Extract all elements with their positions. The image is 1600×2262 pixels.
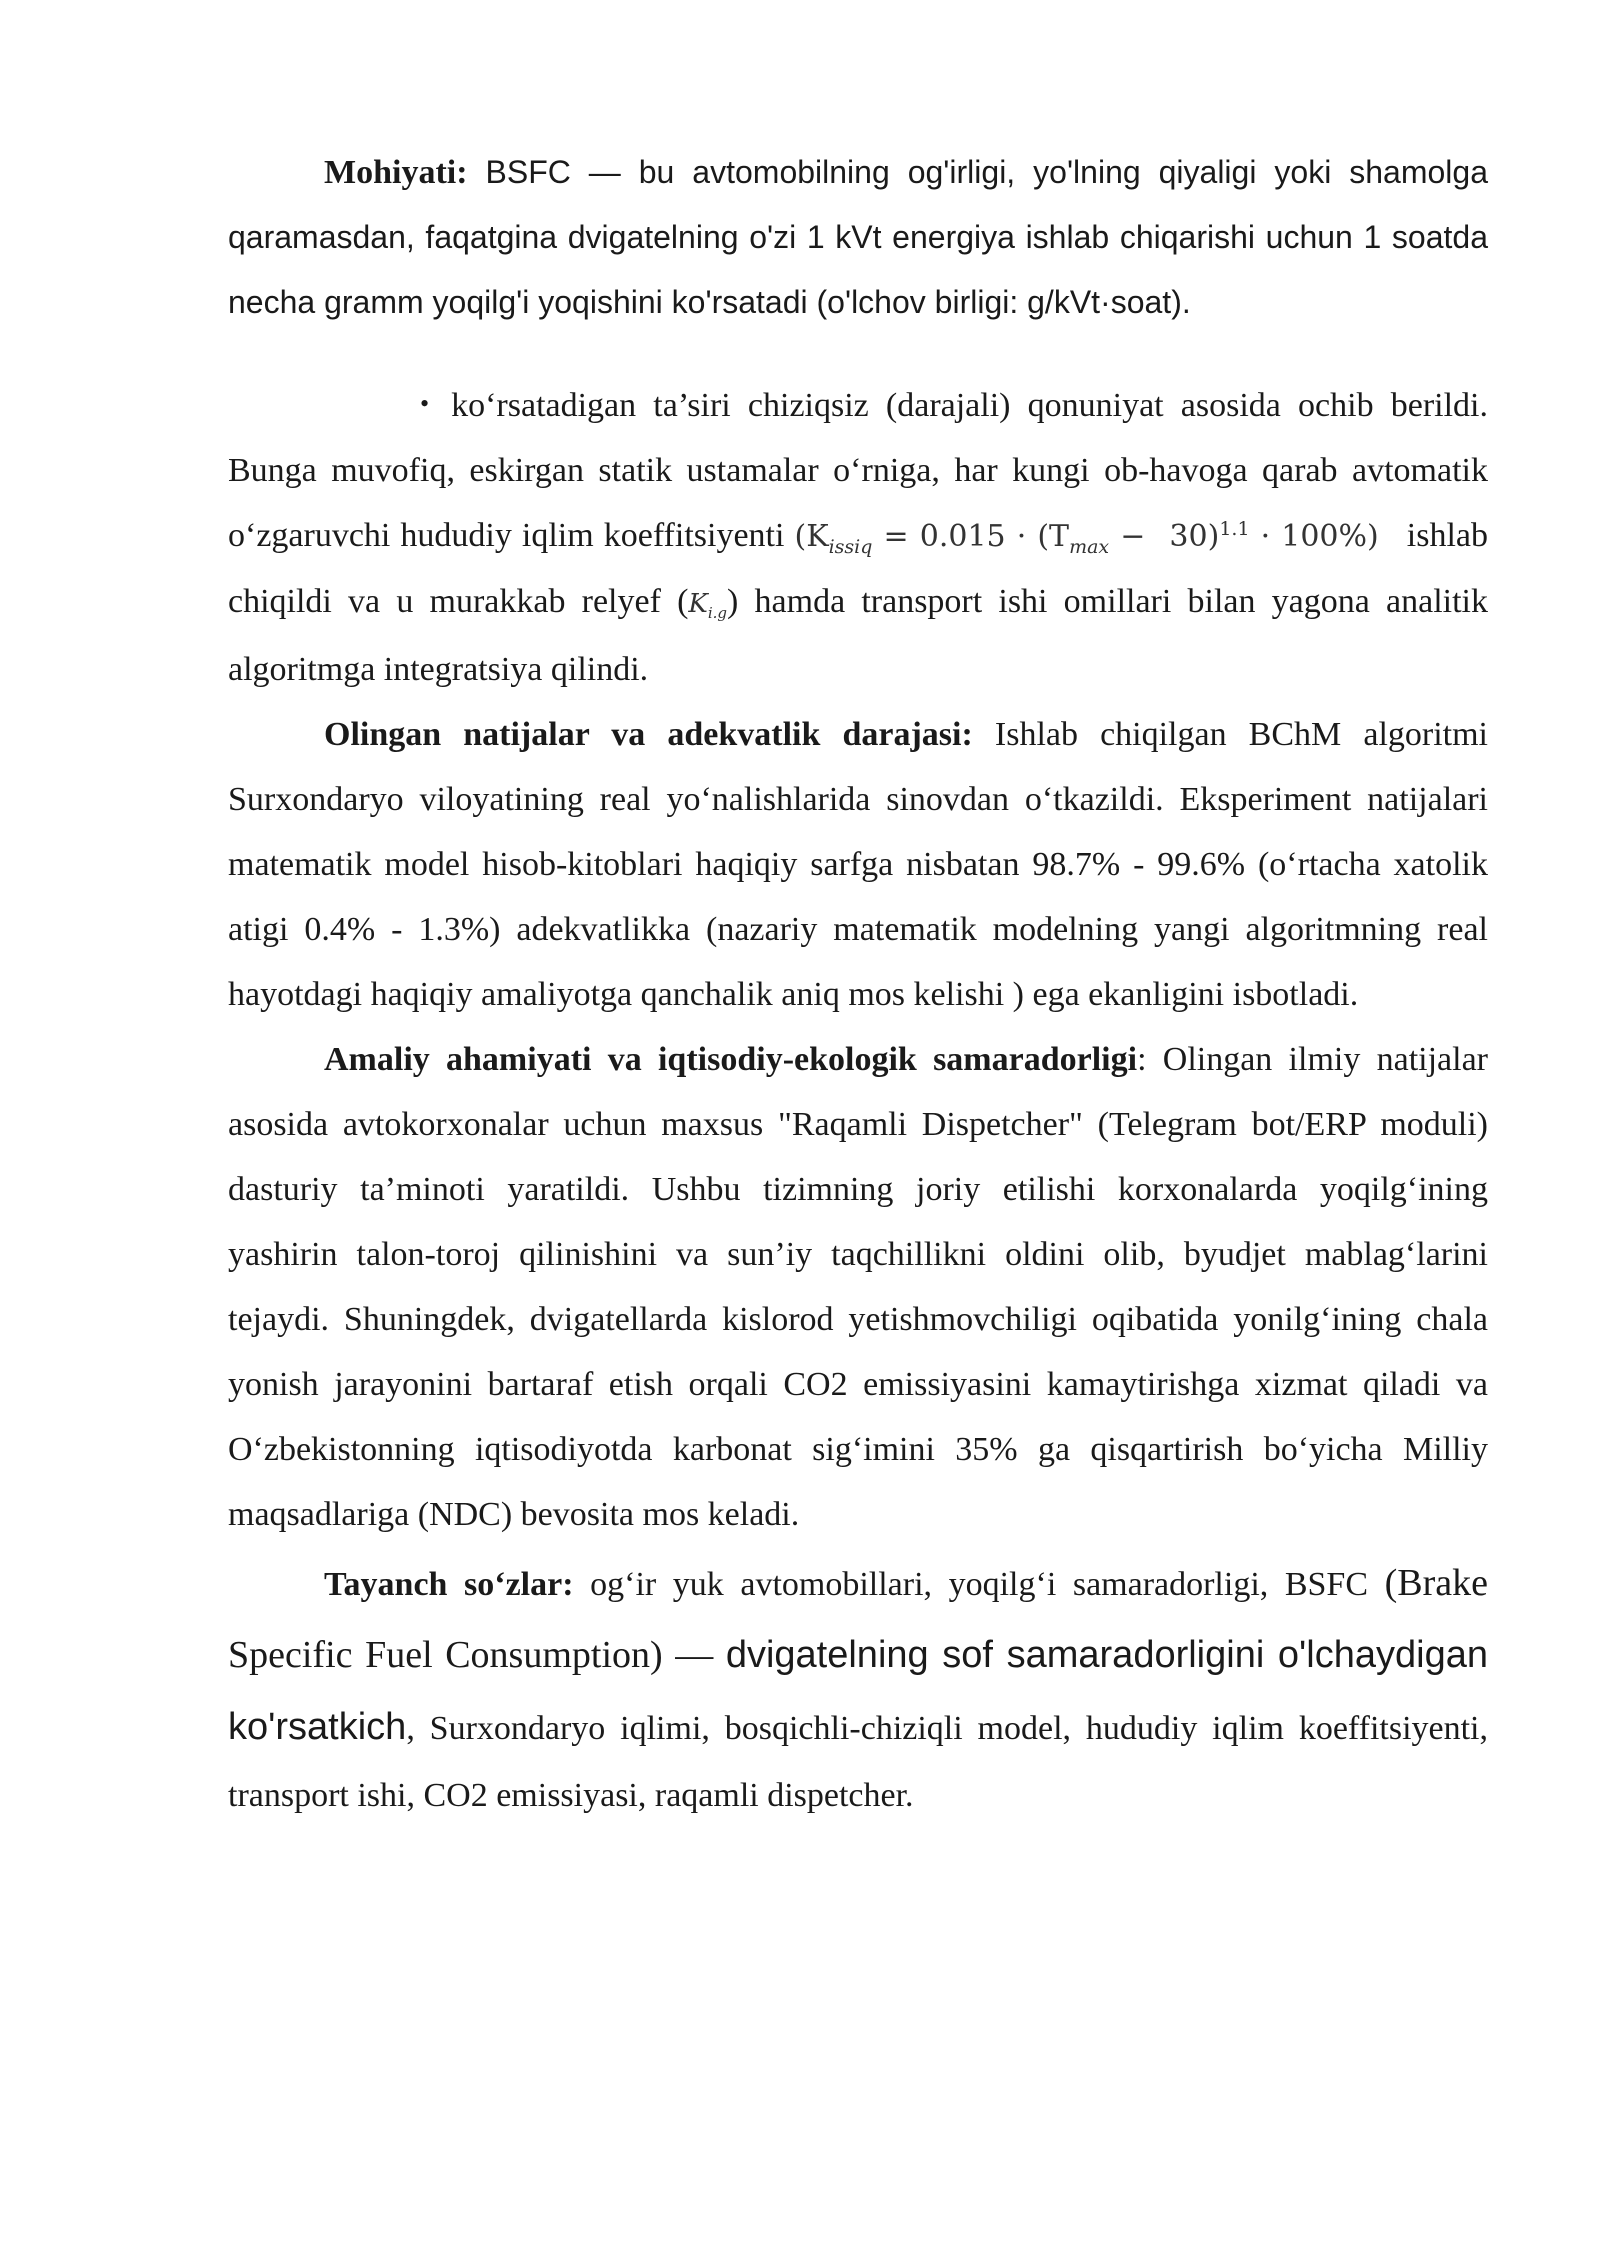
formula-segment: (K bbox=[794, 519, 829, 554]
formula-segment: K bbox=[688, 589, 708, 619]
formula-segment: 30) bbox=[1169, 519, 1220, 554]
paragraph-results bbox=[228, 702, 1488, 1027]
formula-segment: · 100%) bbox=[1249, 519, 1379, 554]
paragraph-text: Ishlab chiqilgan BChM algoritmi Surxondaryo viloyatining real yo‘nalishlarida sinovdan o‘tkazildi. Eksperiment natijalari matematik model hisob-kitoblari haqiqiy sarfga nisbatan 98.7% - 99.6% (o‘rtacha xatolik atigi 0.4% - 1.3%) adekvatlikka (nazariy matematik modelning yangi algoritmning real hayotdagi haqiqiy amaliyotga qanchalik aniq mos kelishi ) ega ekanligini isbotladi. bbox=[228, 716, 1488, 1013]
paragraph-label: Mohiyati: bbox=[324, 154, 468, 191]
keyword-bsfc-definition-continued: dvigatelning sof samaradorligini o'lchaydigan ko'rsatkich bbox=[228, 1634, 1488, 1748]
paragraph-label: Tayanch so‘zlar: bbox=[324, 1566, 574, 1603]
climate-coefficient-formula bbox=[794, 519, 1146, 558]
paragraph-bullet bbox=[228, 371, 1488, 702]
formula-subscript: i.g bbox=[707, 604, 728, 623]
paragraph-text: : Olingan ilmiy natijalar asosida avtokorxonalar uchun maxsus "Raqamli Dispetcher" (Telegram bot/ERP moduli) dasturiy ta’minoti yaratildi. Ushbu tizimning joriy etilishi korxonalarda yoqilg‘ining yashirin talon-toroj qilinishini va sun’iy taqchillikni oldini olib, byudjet mablag‘larini tejaydi. Shuningdek, dvigatellarda kislorod yetishmovchiligi oqibatida yonilg‘ining chala yonish jarayonini bartaraf etish orqali CO2 emissiyasini kamaytirishga xizmat qiladi va O‘zbekistonning iqtisodiyotda karbonat sig‘imini 35% ga qisqartirish bo‘yicha Milliy maqsadlariga (NDC) bevosita mos keladi. bbox=[228, 1041, 1488, 1533]
paragraph-text: , Surxondaryo iqlimi, bosqichli-chiziqli model, hududiy iqlim koeffitsiyenti, transport ishi, CO2 emissiyasi, raqamli dispetcher. bbox=[228, 1710, 1488, 1814]
paragraph-label: Olingan natijalar va adekvatlik darajasi: bbox=[324, 716, 973, 753]
relief-coefficient-symbol bbox=[688, 589, 728, 623]
bullet-icon: • bbox=[420, 389, 430, 418]
paragraph-keywords bbox=[228, 1547, 1488, 1828]
formula-segment: = 0.015 · (T bbox=[872, 519, 1070, 554]
paragraph-label: Amaliy ahamiyati va iqtisodiy-ekologik samaradorligi bbox=[324, 1041, 1138, 1078]
climate-coefficient-formula-continued bbox=[1169, 519, 1378, 554]
formula-superscript: 1.1 bbox=[1219, 518, 1250, 540]
keyword-bsfc-definition: (Brake Specific Fuel Consumption) — bbox=[228, 1562, 1488, 1676]
document-page bbox=[228, 140, 1488, 1828]
paragraph-text: BSFC — bu avtomobilning og'irligi, yo'lning qiyaligi yoki shamolga qaramasdan, faqatgina dvigatelning o'zi 1 kVt energiya ishlab chiqarishi uchun 1 soatda necha gramm yoqilg'i yoqishini ko'rsatadi (o'lchov birligi: g/kVt·soat). bbox=[228, 154, 1488, 320]
formula-segment: − bbox=[1109, 519, 1146, 554]
paragraph-text: ) hamda transport ishi omillari bilan yagona analitik algoritmga integratsiya qilindi. bbox=[228, 583, 1488, 688]
paragraph-text: og‘ir yuk avtomobillari, yoqilg‘i samaradorligi, BSFC bbox=[573, 1566, 1385, 1603]
formula-subscript: max bbox=[1069, 536, 1110, 558]
paragraph-text: ko‘rsatadigan ta’siri chiziqsiz (darajali) qonuniyat asosida ochib berildi. Bunga muvofiq, eskirgan statik ustamalar o‘rniga, har kungi ob-havoga qarab avtomatik o‘zgaruvchi hududiy iqlim koeffitsiyenti bbox=[228, 387, 1488, 554]
paragraph-text: ishlab chiqildi va u murakkab relyef ( bbox=[228, 517, 1488, 620]
paragraph-practical-significance bbox=[228, 1027, 1488, 1547]
paragraph-mohiyati bbox=[228, 140, 1488, 335]
formula-subscript: issiq bbox=[828, 536, 873, 558]
